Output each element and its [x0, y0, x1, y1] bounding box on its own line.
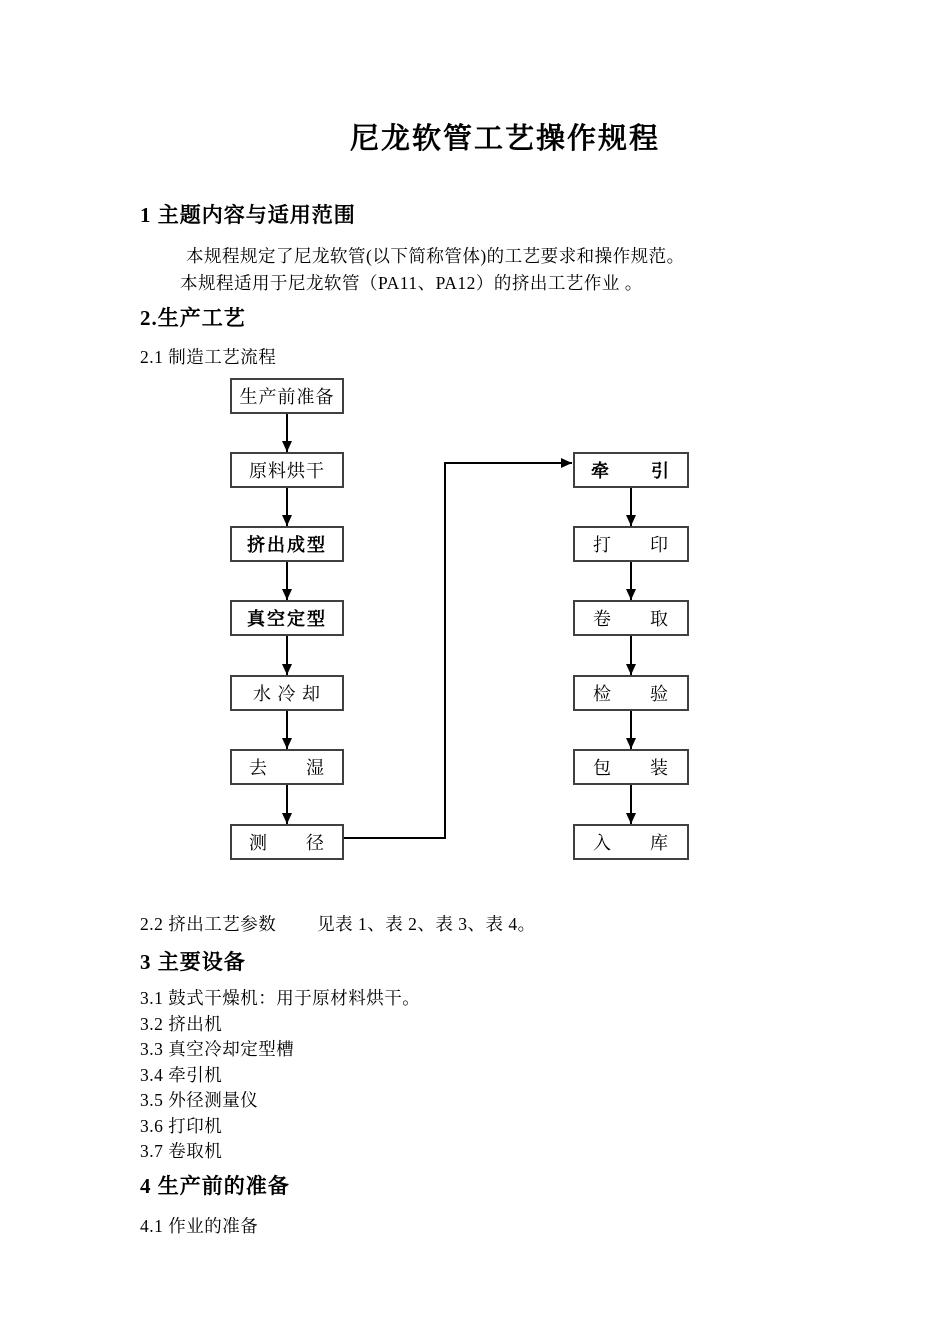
section-1-paragraph-line-2: 本规程适用于尼龙软管（PA11、PA12）的挤出工艺作业 。: [180, 273, 643, 293]
flow-box-winding: 卷 取: [573, 600, 689, 636]
process-flowchart: [0, 370, 950, 875]
flow-box-extrusion-molding: 挤出成型: [230, 526, 344, 562]
flow-box-dehumidify: 去 湿: [230, 749, 344, 785]
flow-box-warehousing: 入 库: [573, 824, 689, 860]
flow-box-diameter-measuring: 测 径: [230, 824, 344, 860]
equipment-item-vacuum-tank: 3.3 真空冷却定型槽: [140, 1039, 295, 1059]
section-4-heading: 4 生产前的准备: [140, 1174, 290, 1198]
equipment-item-winder: 3.7 卷取机: [140, 1141, 223, 1161]
equipment-item-diameter-gauge: 3.5 外径测量仪: [140, 1090, 259, 1110]
flow-box-printing: 打 印: [573, 526, 689, 562]
flow-box-pre-production-prep: 生产前准备: [230, 378, 344, 414]
section-1-paragraph-line-1: 本规程规定了尼龙软管(以下简称管体)的工艺要求和操作规范。: [186, 246, 685, 266]
section-2-1-subheading: 2.1 制造工艺流程: [140, 347, 277, 367]
section-1-heading: 1 主题内容与适用范围: [140, 203, 356, 227]
equipment-list: [140, 986, 420, 1165]
section-4-1-subheading: 4.1 作业的准备: [140, 1216, 259, 1236]
section-3-heading: 3 主要设备: [140, 950, 246, 974]
flow-box-packaging: 包 装: [573, 749, 689, 785]
flow-box-raw-material-drying: 原料烘干: [230, 452, 344, 488]
equipment-item-printer: 3.6 打印机: [140, 1115, 223, 1136]
flow-box-traction: 牵 引: [573, 452, 689, 488]
section-2-2-subheading: 2.2 挤出工艺参数 见表 1、表 2、表 3、表 4。: [140, 914, 536, 934]
flow-box-inspection: 检 验: [573, 675, 689, 711]
equipment-item-traction-machine: 3.4 牵引机: [140, 1064, 223, 1085]
flow-box-water-cooling: 水 冷 却: [230, 675, 344, 711]
flowchart-arrows: [0, 370, 950, 875]
section-2-heading: 2.生产工艺: [140, 306, 246, 330]
equipment-item-drum-dryer: 3.1 鼓式干燥机：用于原材料烘干。: [140, 988, 421, 1008]
equipment-item-extruder: 3.2 挤出机: [140, 1013, 223, 1034]
flow-box-vacuum-shaping: 真空定型: [230, 600, 344, 636]
doc-title: 尼龙软管工艺操作规程: [349, 123, 660, 155]
